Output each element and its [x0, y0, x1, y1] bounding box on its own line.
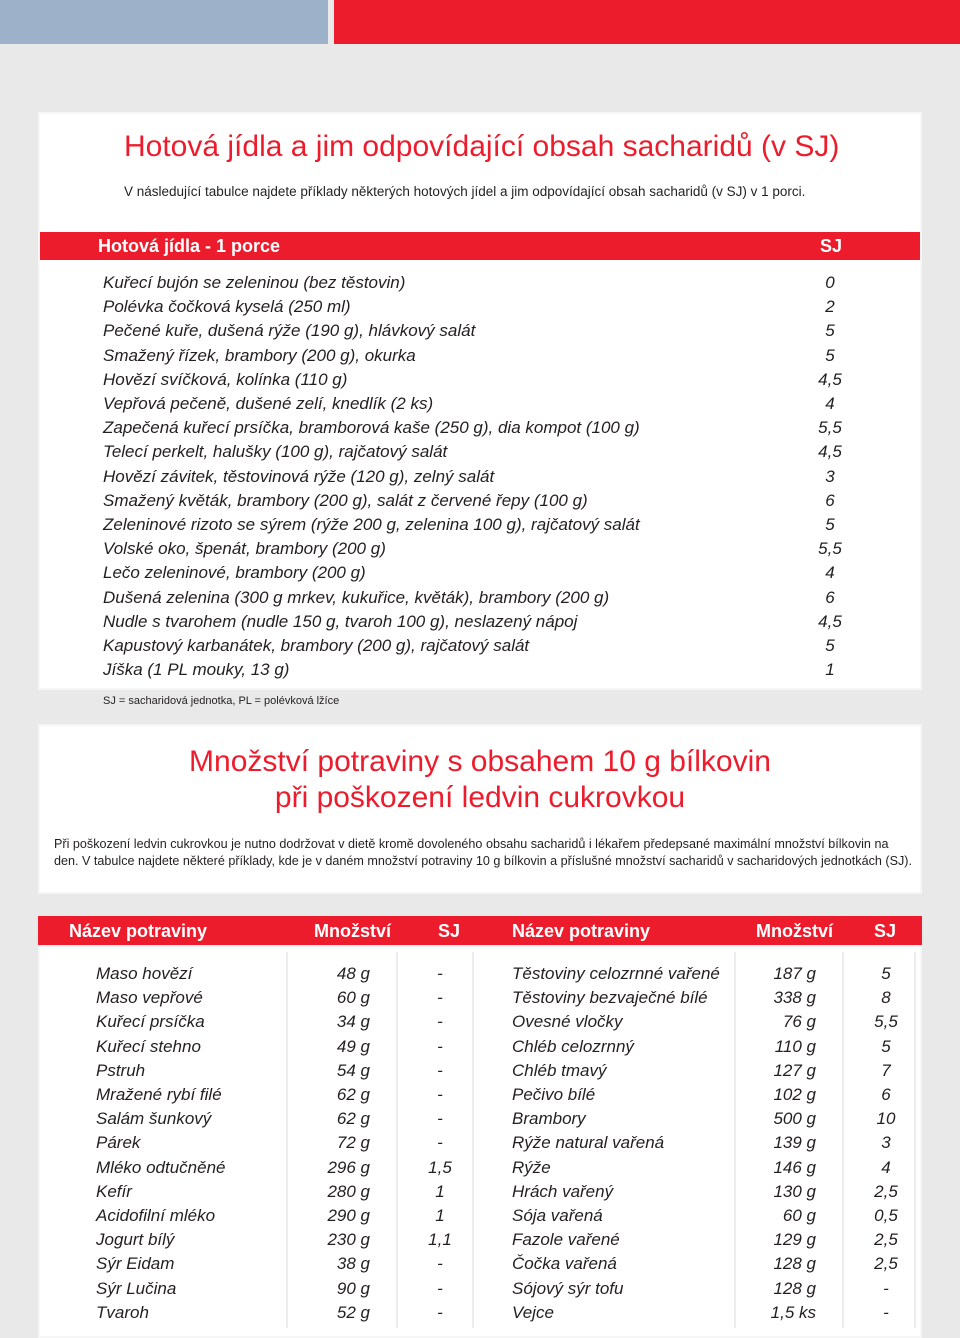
meal-sj: 3 — [825, 466, 835, 486]
food-sj: 7 — [881, 1060, 891, 1080]
food-name: Pečivo bílé — [512, 1085, 596, 1104]
food-amount: 130 g — [773, 1181, 816, 1201]
food-sj: 4 — [881, 1157, 891, 1177]
food-row — [512, 1037, 912, 1061]
food-row — [512, 1182, 912, 1206]
food-sj: - — [437, 1060, 443, 1080]
food-name: Maso hovězí — [96, 964, 193, 983]
food-sj: 1 — [435, 1181, 445, 1201]
meal-name: Kapustový karbanátek, brambory (200 g), rajčatový salát — [103, 636, 530, 655]
food-sj: 2,5 — [874, 1181, 898, 1201]
food-sj: - — [437, 1133, 443, 1153]
food-sj: 1,5 — [428, 1157, 452, 1177]
food-name: Rýže natural vařená — [512, 1133, 665, 1153]
header-sj-right: SJ — [874, 921, 897, 941]
food-name: Sýr Lučina — [96, 1278, 177, 1298]
meal-sj: 5,5 — [818, 418, 842, 438]
food-name: Mražené rybí filé — [96, 1085, 222, 1104]
meal-sj: 5,5 — [818, 539, 842, 559]
meal-row — [40, 491, 920, 515]
food-amount: 128 g — [773, 1278, 816, 1298]
food-amount: 49 g — [336, 1036, 370, 1056]
food-sj: - — [437, 1036, 443, 1056]
meal-row — [40, 346, 920, 370]
food-name: Salám šunkový — [96, 1109, 212, 1129]
food-name: Pstruh — [96, 1060, 146, 1080]
meals-table-header — [40, 232, 920, 260]
meal-sj: 0 — [825, 273, 835, 292]
food-sj: 8 — [881, 988, 891, 1008]
meal-row — [40, 442, 920, 466]
column-separator — [734, 952, 736, 1328]
food-sj: 5,5 — [874, 1012, 898, 1032]
meal-row — [40, 467, 920, 491]
food-amount: 146 g — [773, 1157, 816, 1177]
header-amount-right: Množství — [756, 921, 834, 941]
food-amount: 280 g — [327, 1181, 370, 1201]
protein-title — [0, 744, 960, 816]
meal-sj: 5 — [825, 345, 835, 365]
meal-row — [40, 515, 920, 539]
header-name-left: Název potraviny — [69, 921, 208, 941]
meal-name: Nudle s tvarohem (nudle 150 g, tvaroh 100 g), neslazený nápoj — [103, 611, 578, 631]
food-name: Jogurt bílý — [96, 1230, 175, 1250]
food-row — [512, 1133, 912, 1157]
meal-row — [40, 563, 920, 587]
food-sj: 2,5 — [874, 1230, 898, 1250]
food-row — [512, 1254, 912, 1278]
meal-row — [40, 321, 920, 345]
meal-name: Pečené kuře, dušená rýže (190 g), hlávkový salát — [103, 321, 476, 341]
food-amount: 62 g — [336, 1109, 370, 1129]
food-sj: 2,5 — [874, 1254, 898, 1274]
food-amount: 102 g — [773, 1085, 816, 1104]
meals-title: Hotová jídla a jim odpovídající obsah sacharidů (v SJ) — [124, 130, 840, 163]
meal-sj: 4,5 — [818, 442, 842, 462]
food-name: Chléb celozrnný — [512, 1036, 634, 1056]
meal-sj: 4 — [825, 563, 835, 583]
meal-name: Vepřová pečeně, dušené zelí, knedlík (2 ks) — [103, 394, 434, 413]
protein-title-line2: při poškození ledvin cukrovkou — [274, 781, 686, 814]
protein-table-header — [38, 916, 922, 945]
food-amount: 72 g — [336, 1133, 370, 1153]
food-amount: 338 g — [773, 988, 816, 1008]
meal-sj: 5 — [825, 321, 835, 341]
food-row — [512, 964, 912, 988]
food-amount: 1,5 ks — [770, 1302, 816, 1322]
food-row — [512, 1085, 912, 1109]
meal-name: Kuřecí bujón se zeleninou (bez těstovin) — [103, 273, 406, 292]
food-name: Maso vepřové — [96, 988, 203, 1008]
meal-sj: 4,5 — [818, 611, 842, 631]
meal-row — [40, 588, 920, 612]
food-sj: 10 — [876, 1109, 896, 1129]
food-amount: 127 g — [773, 1060, 816, 1080]
top-bar-red — [334, 0, 960, 44]
meals-header-name: Hotová jídla - 1 porce — [98, 236, 281, 256]
food-sj: - — [437, 1109, 443, 1129]
food-amount: 110 g — [774, 1036, 816, 1056]
food-amount: 139 g — [773, 1133, 816, 1153]
meal-sj: 4,5 — [818, 369, 842, 389]
food-amount: 38 g — [336, 1254, 370, 1274]
meal-row — [40, 273, 920, 297]
meal-name: Volské oko, špenát, brambory (200 g) — [103, 539, 386, 559]
food-amount: 62 g — [336, 1085, 370, 1104]
food-name: Těstoviny bezvaječné bílé — [512, 988, 708, 1008]
food-sj: - — [437, 1278, 443, 1298]
column-separator — [914, 952, 916, 1328]
protein-title-line1: Množství potraviny s obsahem 10 g bílkovin — [189, 745, 771, 778]
food-sj: 5 — [881, 1036, 891, 1056]
header-sj-left: SJ — [438, 921, 461, 941]
food-sj: - — [437, 988, 443, 1008]
meal-row — [40, 612, 920, 636]
meal-row — [40, 539, 920, 563]
food-sj: 5 — [881, 964, 891, 983]
food-amount: 129 g — [773, 1230, 816, 1250]
meal-name: Hovězí svíčková, kolínka (110 g) — [103, 369, 348, 389]
food-name: Rýže — [512, 1157, 551, 1177]
food-sj: - — [437, 964, 443, 983]
food-name: Párek — [96, 1133, 141, 1153]
food-row — [512, 1012, 912, 1036]
meal-sj: 4 — [825, 394, 835, 413]
food-amount: 128 g — [773, 1254, 816, 1274]
food-name: Chléb tmavý — [512, 1060, 607, 1080]
food-sj: 1 — [435, 1206, 445, 1225]
food-row — [512, 988, 912, 1012]
meals-header-sj: SJ — [819, 236, 842, 256]
meal-name: Zapečená kuřecí prsíčka, bramborová kaše (250 g), dia kompot (100 g) — [103, 418, 640, 438]
meal-sj: 5 — [825, 515, 835, 534]
meal-row — [40, 660, 920, 684]
food-name: Těstoviny celozrnné vařené — [512, 964, 720, 983]
food-sj: - — [437, 1302, 443, 1322]
meal-name: Smažený květák, brambory (200 g), salát z červené řepy (100 g) — [103, 490, 588, 510]
food-row — [512, 1303, 912, 1327]
food-amount: 34 g — [336, 1012, 370, 1032]
food-amount: 187 g — [773, 964, 816, 983]
food-name: Vejce — [512, 1302, 554, 1322]
food-amount: 90 g — [336, 1278, 370, 1298]
meal-sj: 6 — [825, 490, 835, 510]
food-amount: 500 g — [773, 1109, 816, 1129]
food-name: Kuřecí prsíčka — [96, 1012, 205, 1032]
food-name: Kuřecí stehno — [96, 1036, 201, 1056]
food-row — [512, 1109, 912, 1133]
food-sj: 0,5 — [874, 1206, 898, 1225]
meal-sj: 1 — [825, 660, 835, 680]
food-sj: - — [437, 1085, 443, 1104]
meal-name: Hovězí závitek, těstovinová rýže (120 g), zelný salát — [103, 466, 495, 486]
food-name: Mléko odtučněné — [96, 1157, 226, 1177]
column-separator — [472, 952, 474, 1328]
meal-sj: 5 — [825, 636, 835, 655]
meal-name: Lečo zeleninové, brambory (200 g) — [103, 563, 366, 583]
food-name: Fazole vařené — [512, 1230, 620, 1250]
meal-name: Telecí perkelt, halušky (100 g), rajčatový salát — [103, 442, 448, 462]
meal-row — [40, 394, 920, 418]
food-name: Brambory — [512, 1109, 586, 1129]
food-row — [512, 1061, 912, 1085]
food-name: Acidofilní mléko — [96, 1206, 216, 1225]
meal-row — [40, 418, 920, 442]
food-sj: - — [437, 1254, 443, 1274]
meals-table — [40, 273, 920, 690]
food-sj: - — [883, 1278, 889, 1298]
food-row — [512, 1158, 912, 1182]
meal-row — [40, 636, 920, 660]
meal-row — [40, 370, 920, 394]
column-separator — [842, 952, 844, 1328]
meals-subtitle: V následující tabulce najdete příklady některých hotových jídel a jim odpovídající obsah sacharidů (v SJ) v 1 porci. — [124, 184, 806, 199]
food-amount: 296 g — [327, 1157, 370, 1177]
food-name: Čočka vařená — [512, 1254, 617, 1274]
meal-name: Zeleninové rizoto se sýrem (rýže 200 g, zelenina 100 g), rajčatový salát — [103, 515, 640, 534]
food-sj: 3 — [881, 1133, 891, 1153]
food-row — [512, 1279, 912, 1303]
food-name: Kefír — [96, 1181, 132, 1201]
meal-sj: 6 — [825, 587, 835, 607]
food-row — [512, 1206, 912, 1230]
food-name: Tvaroh — [96, 1302, 149, 1322]
meal-row — [40, 297, 920, 321]
meal-name: Jíška (1 PL mouky, 13 g) — [103, 660, 290, 680]
food-sj: - — [437, 1012, 443, 1032]
food-amount: 54 g — [336, 1060, 370, 1080]
food-amount: 48 g — [336, 964, 370, 983]
food-row — [512, 1230, 912, 1254]
food-amount: 290 g — [327, 1206, 370, 1225]
food-amount: 60 g — [336, 988, 370, 1008]
column-separator — [286, 952, 288, 1328]
meal-name: Dušená zelenina (300 g mrkev, kukuřice, květák), brambory (200 g) — [103, 587, 610, 607]
food-name: Hrách vařený — [512, 1181, 614, 1201]
food-amount: 76 g — [782, 1012, 816, 1032]
protein-paragraph: Při poškození ledvin cukrovkou je nutno dodržovat v dietě kromě dovoleného obsahu sacharidů i lékařem předepsané maximální množství bílkovin na den. V tabulce najdete některé příklady, kde je v daném množství potraviny 10 g bílkovin a příslušné množství sacharidů v sacharidových jednotkách (SJ). — [54, 837, 912, 868]
food-amount: 52 g — [336, 1302, 370, 1322]
header-amount-left: Množství — [314, 921, 392, 941]
meal-sj: 2 — [825, 297, 835, 317]
food-amount: 60 g — [782, 1206, 816, 1225]
food-amount: 230 g — [327, 1230, 370, 1250]
food-name: Ovesné vločky — [512, 1012, 623, 1032]
top-bar-blue — [0, 0, 328, 44]
meal-name: Smažený řízek, brambory (200 g), okurka — [103, 345, 416, 365]
food-sj: - — [883, 1302, 889, 1322]
food-name: Sýr Eidam — [96, 1254, 175, 1274]
meal-name: Polévka čočková kyselá (250 ml) — [103, 297, 351, 317]
column-separator — [396, 952, 398, 1328]
food-name: Sójový sýr tofu — [512, 1278, 624, 1298]
food-name: Sója vařená — [512, 1206, 603, 1225]
meals-footnote: SJ = sacharidová jednotka, PL = polévková lžíce — [103, 695, 340, 707]
food-sj: 6 — [881, 1085, 891, 1104]
header-name-right: Název potraviny — [512, 921, 651, 941]
food-sj: 1,1 — [428, 1230, 452, 1250]
